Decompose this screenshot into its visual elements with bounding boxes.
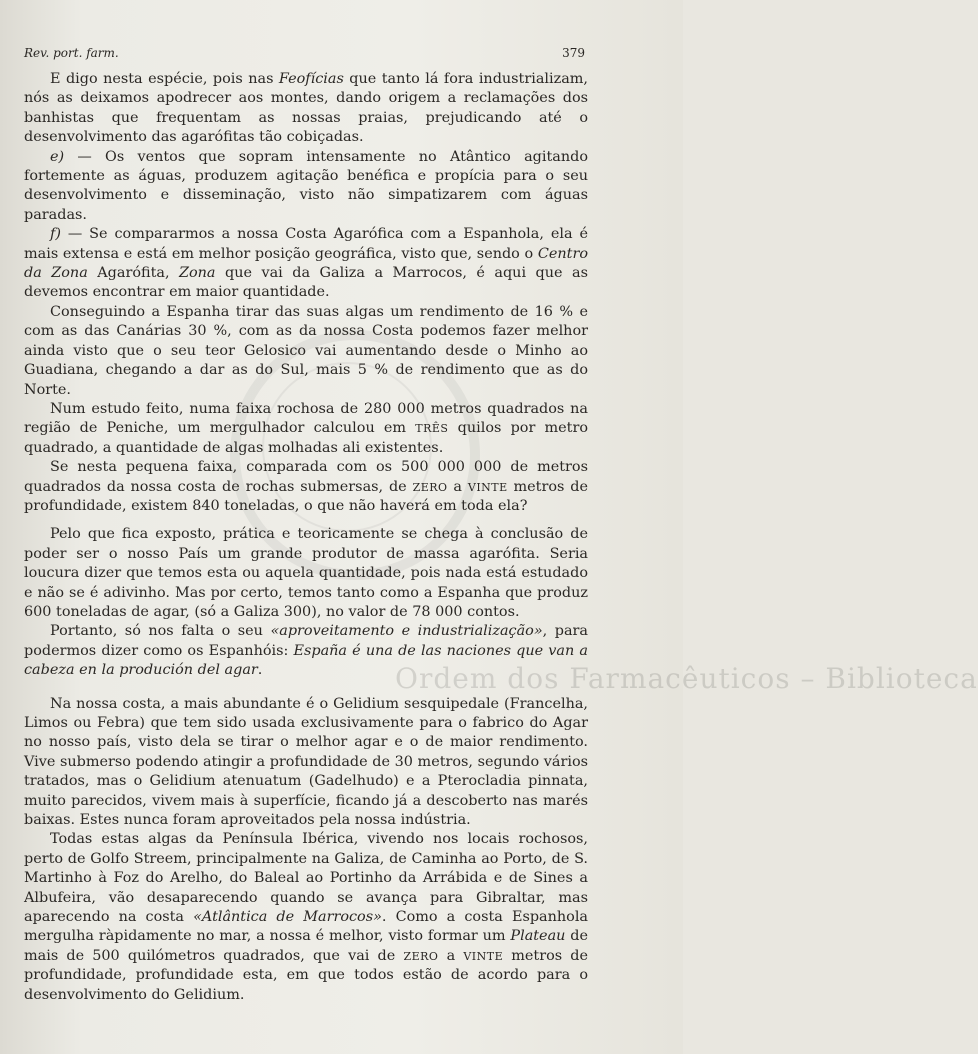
paragraph-3: f) — Se compararmos a nossa Costa Agarófica com a Espanhola, ela é mais extensa e está em melhor posição geográfica, visto que, sendo o Centro da Zona Agarófita, Zona que vai da Galiza a Marrocos, é aqui que as devemos encontrar em maior quantidade. [24, 226, 588, 301]
page-number: 379 [562, 46, 585, 60]
library-watermark: Ordem dos Farmacêuticos – Biblioteca [395, 662, 978, 695]
paragraph-5: Num estudo feito, numa faixa rochosa de 280 000 metros quadrados na região de Peniche, um mergulhador calculou em TRÊS quilos por metro quadrado, a quantidade de algas molhadas ali existentes. [24, 400, 589, 456]
article-body [24, 70, 588, 1005]
paragraph-8: Portanto, só nos falta o seu «aproveitamento e industrialização», para podermos dizer como os Espanhóis: España é una de las naciones que van a cabeza en la produción del agar. [24, 623, 588, 679]
paragraph-6: Se nesta pequena faixa, comparada com os 500 000 000 de metros quadrados da nossa costa de rochas submersas, de ZERO a VINTE metros de profundidade, existem 840 toneladas, o que não haverá em toda ela? [24, 459, 588, 514]
paragraph-9: Na nossa costa, a mais abundante é o Gelidium sesquipedale (Francelha, Limos ou Febra) que tem sido usada exclusivamente para o fabrico do Agar no nosso país, visto dela se tirar o melhor agar e o de maior rendimento. Vive submerso podendo atingir a profundidade de 30 metros, segundo vários tratados, mas o Gelidium atenuatum (Gadelhudo) e a Pterocladia pinnata, muito parecidos, vivem mais à superfície, ficando já a descoberto nas marés baixas. Estes nunca foram aproveitados pela nossa indústria. [24, 695, 588, 829]
paragraph-10: Todas estas algas da Península Ibérica, vivendo nos locais rochosos, perto de Golfo Streem, principalmente na Galiza, de Caminha ao Porto, de S. Martinho à Foz do Arelho, do Baleal ao Portinho da Arrábida e de Sines a Albufeira, vão desaparecendo quando se avança para Gibraltar, mas aparecendo na costa «Atlântica de Marrocos». Como a costa Espanhola mergulha ràpidamente no mar, a nossa é melhor, visto formar um Plateau de mais de 500 quilómetros quadrados, que vai de ZERO a VINTE metros de profundidade, profundidade esta, em que todos estão de acordo para o desenvolvimento do Gelidium. [24, 831, 589, 1003]
journal-title: Rev. port. farm. [24, 46, 119, 60]
paragraph-4: Conseguindo a Espanha tirar das suas algas um rendimento de 16 % e com as das Canárias 30 %, com as da nossa Costa podemos fazer melhor ainda visto que o seu teor Gelosico vai aumentando desde o Minho ao Guadiana, chegando a dar as do Sul, mais 5 % de rendimento que as do Norte. [24, 303, 588, 398]
paragraph-2: e) — Os ventos que sopram intensamente no Atântico agitando fortemente as águas, produzem agitação benéfica e propícia para o seu desenvolvimento e disseminação, visto não simpatizarem com águas paradas. [24, 148, 588, 223]
paragraph-7: Pelo que fica exposto, prática e teoricamente se chega à conclusão de poder ser o nosso País um grande produtor de massa agarófita. Seria loucura dizer que temos esta ou aquela quantidade, pois nada está estudado e não se é adivinho. Mas por certo, temos tanto como a Espanha que produz 600 toneladas de agar, (só a Galiza 300), no valor de 78 000 contos. [24, 526, 588, 620]
running-header [24, 46, 585, 60]
paragraph-1: E digo nesta espécie, pois nas Feofícias que tanto lá fora industrializam, nós as deixamos apodrecer aos montes, dando origem a reclamações dos banhistas que frequentam as nossas praias, prejudicando até o desenvolvimento das agarófitas tão cobiçadas. [24, 71, 588, 146]
